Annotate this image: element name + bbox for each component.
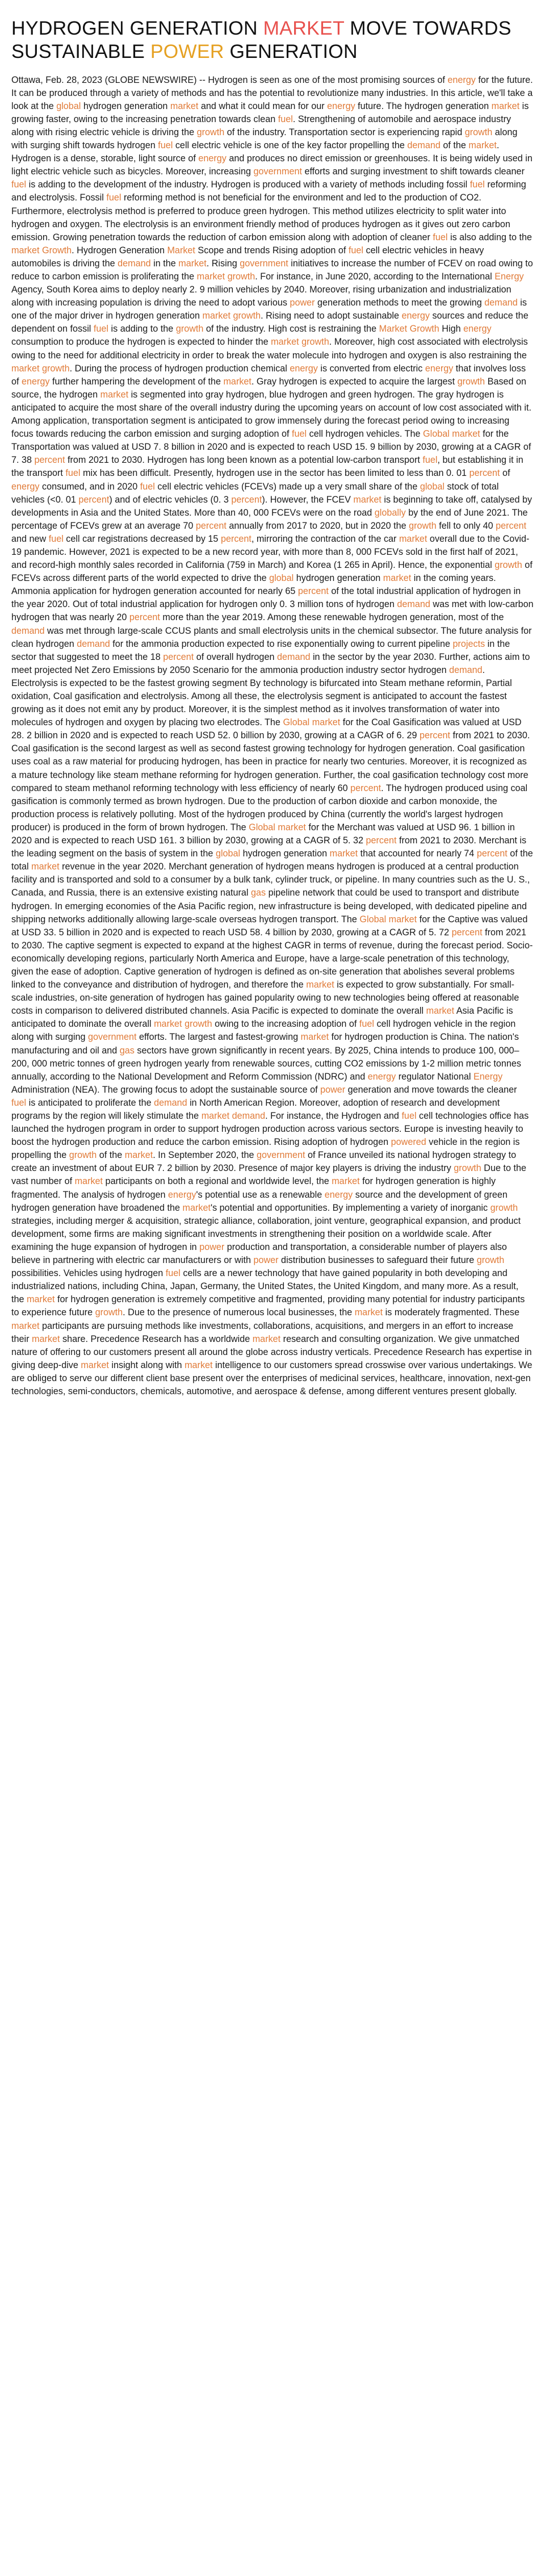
keyword-highlight: energy xyxy=(198,153,227,164)
headline-text: MOVE TOWARDS SUSTAINABLE xyxy=(11,18,512,62)
keyword-highlight: market xyxy=(306,980,334,990)
keyword-highlight: energy xyxy=(11,481,40,492)
keyword-highlight: growth xyxy=(95,1307,123,1318)
article-headline xyxy=(11,17,534,64)
keyword-highlight: energy xyxy=(447,74,476,85)
keyword-highlight: demand xyxy=(484,298,518,308)
keyword-highlight: percent xyxy=(419,730,450,741)
keyword-highlight: demand xyxy=(232,1111,266,1121)
keyword-highlight: market xyxy=(354,1307,383,1318)
keyword-highlight: Global xyxy=(423,429,450,440)
keyword-highlight: percent xyxy=(231,494,262,505)
keyword-highlight: percent xyxy=(34,455,65,466)
headline-highlight: MARKET xyxy=(263,18,345,39)
keyword-highlight: fuel xyxy=(158,140,173,151)
keyword-highlight: market xyxy=(452,429,480,440)
keyword-highlight: market xyxy=(124,1150,153,1161)
keyword-highlight: demand xyxy=(118,258,151,269)
keyword-highlight: market xyxy=(178,258,207,269)
keyword-highlight: market xyxy=(11,245,40,256)
keyword-highlight: fuel xyxy=(348,245,364,256)
keyword-highlight: percent xyxy=(78,494,110,505)
keyword-highlight: energy xyxy=(22,376,50,387)
keyword-highlight: growth xyxy=(227,271,255,282)
keyword-highlight: percent xyxy=(297,586,329,597)
keyword-highlight: energy xyxy=(401,311,430,321)
keyword-highlight: Global xyxy=(359,914,387,925)
keyword-highlight: gas xyxy=(251,888,266,898)
keyword-highlight: Global xyxy=(283,717,310,728)
keyword-highlight: energy xyxy=(167,1189,196,1200)
keyword-highlight: demand xyxy=(449,664,483,675)
keyword-highlight: power xyxy=(320,1084,346,1095)
keyword-highlight: globally xyxy=(374,507,406,518)
keyword-highlight: power xyxy=(253,1255,279,1266)
keyword-highlight: fuel xyxy=(422,455,438,466)
keyword-highlight: percent xyxy=(451,927,483,938)
keyword-highlight: Market xyxy=(379,324,408,334)
keyword-highlight: Energy xyxy=(494,271,524,282)
keyword-highlight: market xyxy=(252,1333,281,1344)
keyword-highlight: market xyxy=(81,1360,109,1370)
keyword-highlight: Growth xyxy=(41,245,72,256)
keyword-highlight: fuel xyxy=(11,1097,27,1108)
keyword-highlight: market xyxy=(426,1006,455,1017)
keyword-highlight: growth xyxy=(233,311,261,321)
keyword-highlight: percent xyxy=(476,848,508,859)
keyword-highlight: market xyxy=(329,848,358,859)
keyword-highlight: market xyxy=(383,573,412,584)
keyword-highlight: growth xyxy=(185,1019,212,1030)
keyword-highlight: fuel xyxy=(278,114,293,124)
keyword-highlight: global xyxy=(269,573,294,584)
keyword-highlight: fuel xyxy=(65,468,81,479)
keyword-highlight: government xyxy=(87,1032,137,1043)
keyword-highlight: fuel xyxy=(469,179,485,190)
keyword-highlight: market xyxy=(27,1294,55,1305)
keyword-highlight: market xyxy=(223,376,251,387)
keyword-highlight: percent xyxy=(366,835,397,846)
keyword-highlight: energy xyxy=(367,1071,396,1082)
keyword-highlight: energy xyxy=(324,1189,353,1200)
keyword-highlight: Energy xyxy=(473,1071,503,1082)
keyword-highlight: energy xyxy=(327,101,355,111)
keyword-highlight: percent xyxy=(163,651,194,662)
keyword-highlight: growth xyxy=(457,376,485,387)
keyword-highlight: demand xyxy=(407,140,441,151)
keyword-highlight: growth xyxy=(454,1163,481,1174)
keyword-highlight: fuel xyxy=(433,232,448,242)
keyword-highlight: market xyxy=(201,1111,230,1121)
keyword-highlight: demand xyxy=(276,651,311,662)
keyword-highlight: global xyxy=(420,481,445,492)
keyword-highlight: demand xyxy=(11,625,45,636)
keyword-highlight: Global xyxy=(249,822,275,833)
keyword-highlight: market xyxy=(353,494,382,505)
headline-text: GENERATION xyxy=(224,40,358,62)
keyword-highlight: demand xyxy=(397,599,430,610)
keyword-highlight: growth xyxy=(175,324,204,334)
keyword-highlight: energy xyxy=(463,324,492,334)
keyword-highlight: market xyxy=(300,1032,329,1043)
keyword-highlight: global xyxy=(56,101,81,111)
keyword-highlight: market xyxy=(278,822,306,833)
keyword-highlight: market xyxy=(170,101,199,111)
keyword-highlight: market xyxy=(399,533,427,544)
keyword-highlight: demand xyxy=(154,1097,187,1108)
keyword-highlight: fuel xyxy=(165,1268,181,1279)
keyword-highlight: Market xyxy=(167,245,195,256)
headline-text: HYDROGEN GENERATION xyxy=(11,18,263,39)
keyword-highlight: market xyxy=(271,337,299,348)
keyword-highlight: market xyxy=(74,1176,103,1187)
keyword-highlight: market xyxy=(31,862,60,872)
article-body: Ottawa, Feb. 28, 2023 (GLOBE NEWSWIRE) -- Hydrogen is seen as one of the most promising sources of energy for the future. It can be produced through a variety of methods and has the potential to revolutionize many industries. In this article, we'll take a look at the global hydrogen generation market and what it could mean for our energy future. The hydrogen generation market is growing faster, owing to the increasing penetration towards clean fuel. Strengthening of automobile and aerospace industry along with rising electric vehicle is driving the growth of the industry. Transportation sector is experiencing rapid growth along with surging shift towards hydrogen fuel cell electric vehicle is one of the key factor propelling the demand of the market. Hydrogen is a dense, storable, light source of energy and produces no direct emission or greenhouses. It is being widely used in light electric vehicle such as bicycles. Moreover, increasing government efforts and surging investment to shift towards cleaner fuel is adding to the development of the industry. Hydrogen is produced with a variety of methods including fossil fuel reforming and electrolysis. Fossil fuel reforming method is not beneficial for the environment and led to the production of CO2. Furthermore, electrolysis method is preferred to produce green hydrogen. This method utilizes electricity to split water into hydrogen and oxygen. The electrolysis is an environment friendly method of produces hydrogen as it gives out zero carbon emission. Growing penetration towards the reduction of carbon emission along with adoption of cleaner fuel is also adding to the market Growth. Hydrogen Generation Market Scope and trends Rising adoption of fuel cell electric vehicles in heavy automobiles is driving the demand in the market. Rising government initiatives to increase the number of FCEV on road owing to reduce to carbon emission is proliferating the market growth. For instance, in June 2020, according to the International Energy Agency, South Korea aims to deploy nearly 2. 9 million vehicles by 2040. Moreover, rising urbanization and industrialization along with increasing population is driving the need to adopt various power generation methods to meet the growing demand is one of the major driver in hydrogen generation market growth. Rising need to adopt sustainable energy sources and reduce the dependent on fossil fuel is adding to the growth of the industry. High cost is restraining the Market Growth High energy consumption to produce the hydrogen is expected to hinder the market growth. Moreover, high cost associated with electrolysis owing to the need for additional electricity in order to break the water molecule into hydrogen and oxygen is also restraining the market growth. During the process of hydrogen production chemical energy is converted from electric energy that involves loss of energy further hampering the development of the market. Gray hydrogen is expected to acquire the largest growth Based on source, the hydrogen market is segmented into gray hydrogen, blue hydrogen and green hydrogen. The gray hydrogen is anticipated to acquire the most share of the overall industry during the upcoming years on account of low cost associated with it. Among application, transportation segment is anticipated to grow immensely during the forecast period owing to increasing focus towards reducing the carbon emission and surging adoption of fuel cell hydrogen vehicles. The Global market for the Transportation was valued at USD 7. 8 billion in 2020 and is expected to reach USD 15. 9 billion by 2030, growing at a CAGR of 7. 38 percent from 2021 to 2030. Hydrogen has long been known as a potential low-carbon transport fuel, but establishing it in the transport fuel mix has been difficult. Presently, hydrogen use in the sector has been limited to less than 0. 01 percent of energy consumed, and in 2020 fuel cell electric vehicles (FCEVs) made up a very small share of the global stock of total vehicles (<0. 01 percent) and of electric vehicles (0. 3 percent). However, the FCEV market is beginning to take off, catalysed by developments in Asia and the United States. More than 40, 000 FCEVs were on the road globally by the end of June 2021. The percentage of FCEVs grew at an average 70 percent annually from 2017 to 2020, but in 2020 the growth fell to only 40 percent and new fuel cell car registrations decreased by 15 percent, mirroring the contraction of the car market overall due to the Covid-19 pandemic. However, 2021 is expected to be a new record year, with more than 8, 000 FCEVs sold in the first half of 2021, and record-high monthly sales recorded in California (759 in March) and Korea (1 265 in April). Hence, the exponential growth of FCEVs across different parts of the world expected to drive the global hydrogen generation market in the coming years. Ammonia application for hydrogen generation accounted for nearly 65 percent of the total industrial application of hydrogen in the year 2020. Out of total industrial application for hydrogen only 0. 3 million tons of hydrogen demand was met with low-carbon hydrogen that was nearly 20 percent more than the year 2019. Among these renewable hydrogen generation, most of the demand was met through large-scale CCUS plants and small electrolysis units in the chemical subsector. The future analysis for clean hydrogen demand for the ammonia production expected to rise exponentially owing to current pipeline projects in the sector that suggested to meet the 18 percent of overall hydrogen demand in the sector by the year 2030. Further, actions aim to meet projected Net Zero Emissions by 2050 Scenario for the ammonia production industry sector hydrogen demand. Electrolysis is expected to be the fastest growing segment By technology is bifurcated into Steam methane reformin, Partial oxidation, Coal gasification and electrolysis. Among all these, the electrolysis segment is anticipated to account the fastest growing as it does not emit any by product. Moreover, it is the simplest method as it involves transformation of water into molecules of hydrogen and oxygen by placing two electrodes. The Global market for the Coal Gasification was valued at USD 28. 2 billion in 2020 and is expected to reach USD 52. 0 billion by 2030, growing at a CAGR of 6. 29 percent from 2021 to 2030. Coal gasification is the second largest as well as second fastest growing technology for hydrogen generation. Coal gasification uses coal as a raw material for producing hydrogen, has been in practice for nearly two centuries. Moreover, it is recognized as a mature technology like steam methane reforming for hydrogen generation. Further, the coal gasification technology cost more compared to steam methanol reforming technology with less efficiency of nearly 60 percent. The hydrogen produced using coal gasification is commonly termed as brown hydrogen. Due to the production of carbon dioxide and carbon monoxide, the production process is relatively polluting. Most of the hydrogen produced by China (currently the world's largest hydrogen producer) is produced in the form of brown hydrogen. The Global market for the Merchant was valued at USD 96. 1 billion in 2020 and is expected to reach USD 161. 3 billion by 2030, growing at a CAGR of 5. 32 percent from 2021 to 2030. Merchant is the leading segment on the basis of system in the global hydrogen generation market that accounted for nearly 74 percent of the total market revenue in the year 2020. Merchant generation of hydrogen means hydrogen is produced at a central production facility and is transported and sold to a consumer by a bulk tank, cylinder truck, or pipeline. In many countries such as the U. S., Canada, and Russia, there is an extensive existing natural gas pipeline network that could be used to transport and distribute hydrogen. In emerging economies of the Asia Pacific region, new infrastructure is being developed, with dedicated pipeline and shipping networks additionally allowing large-scale overseas hydrogen transport. The Global market for the Captive was valued at USD 33. 5 billion in 2020 and is expected to reach USD 58. 4 billion by 2030, growing at a CAGR of 5. 72 percent from 2021 to 2030. The captive segment is expected to expand at the highest CAGR in terms of revenue, during the forecast period. Socio-economically developing regions, particularly North America and Europe, have a large-scale penetration of this technology, given the ease of adoption. Captive generation of hydrogen is defined as on-site generation that abolishes several problems linked to the conveyance and distribution of hydrogen, and therefore the market is expected to grow substantially. For small-scale industries, on-site generation of hydrogen has gained popularity owing to new technologies being offered at reasonable costs in comparison to delivered distributed channels. Asia Pacific is expected to dominate the overall market Asia Pacific is anticipated to dominate the overall market growth owing to the increasing adoption of fuel cell hydrogen vehicle in the region along with surging government efforts. The largest and fastest-growing market for hydrogen production is China. The nation's manufacturing and oil and gas sectors have grown significantly in recent years. By 2025, China intends to produce 100, 000–200, 000 metric tonnes of green hydrogen yearly from renewable sources, cutting CO2 emissions by 1-2 million metric tonnes annually, according to the National Development and Reform Commission (NDRC) and energy regulator National Energy Administration (NEA). The growing focus to adopt the sustainable source of power generation and move towards the cleaner fuel is anticipated to proliferate the demand in North American Region. Moreover, adoption of research and development programs by the region will likely stimulate the market demand. For instance, the Hydrogen and fuel cell technologies office has launched the hydrogen program in order to support hydrogen production across various sectors. Europe is investing heavily to boost the hydrogen production and reduce the carbon emission. Rising adoption of hydrogen powered vehicle in the region is propelling the growth of the market. In September 2020, the government of France unveiled its national hydrogen strategy to create an investment of about EUR 7. 2 billion by 2030. Presence of major key players is driving the industry growth Due to the vast number of market participants on both a regional and worldwide level, the market for hydrogen generation is highly fragmented. The analysis of hydrogen energy's potential use as a renewable energy source and the development of green hydrogen generation have broadened the market's potential and opportunities. By implementing a variety of inorganic growth strategies, including merger & acquisition, strategic alliance, collaboration, joint venture, geographical expansion, and product development, some firms are making significant investments in strengthening their position on a worldwide scale. After examining the huge expansion of hydrogen in power production and transportation, a considerable number of players also believe in partnering with electric car manufacturers or with power distribution businesses to safeguard their future growth possibilities. Vehicles using hydrogen fuel cells are a newer technology that have gained popularity in both developing and industrialized nations, including China, Japan, Germany, the United States, the United Kingdom, and many more. As a result, the market for hydrogen generation is extremely competitive and fragmented, providing many potential for industry participants to experience future growth. Due to the presence of numerous local businesses, the market is moderately fragmented. These market participants are pursuing methods like investments, collaborations, acquisitions, and mergers in an effort to increase their market share. Precedence Research has a worldwide market research and consulting organization. We give unmatched nature of offering to our customers present all around the globe across industry verticals. Precedence Research has expertise in giving deep-dive market insight along with market intelligence to our customers spread crosswise over various undertakings. We are obliged to serve our different client base present over the enterprises of medicinal services, healthcare, innovation, next-gen technologies, semi-conductors, chemicals, automotive, and aerospace & defense, among different ventures present globally. xyxy=(11,74,534,1396)
keyword-highlight: demand xyxy=(77,638,110,649)
keyword-highlight: growth xyxy=(301,337,329,348)
keyword-highlight: market xyxy=(202,311,231,321)
keyword-highlight: market xyxy=(100,389,129,400)
keyword-highlight: market xyxy=(11,363,40,374)
headline-highlight: POWER xyxy=(150,40,224,62)
keyword-highlight: energy xyxy=(425,363,454,374)
keyword-highlight: fuel xyxy=(11,179,27,190)
keyword-highlight: market xyxy=(468,140,497,151)
keyword-highlight: fuel xyxy=(401,1111,417,1121)
keyword-highlight: growth xyxy=(476,1255,505,1266)
keyword-highlight: market xyxy=(491,101,520,111)
keyword-highlight: market xyxy=(185,1360,213,1370)
keyword-highlight: market xyxy=(196,271,225,282)
keyword-highlight: government xyxy=(256,1150,305,1161)
keyword-highlight: growth xyxy=(196,127,225,137)
keyword-highlight: market xyxy=(312,717,341,728)
keyword-highlight: market xyxy=(388,914,417,925)
keyword-highlight: projects xyxy=(452,638,485,649)
keyword-highlight: market xyxy=(154,1019,182,1030)
keyword-highlight: powered xyxy=(391,1137,426,1148)
keyword-highlight: Growth xyxy=(409,324,439,334)
keyword-highlight: fuel xyxy=(140,481,155,492)
keyword-highlight: fuel xyxy=(48,533,64,544)
keyword-highlight: percent xyxy=(129,612,160,623)
keyword-highlight: market xyxy=(332,1176,360,1187)
keyword-highlight: growth xyxy=(494,560,522,571)
keyword-highlight: percent xyxy=(496,520,527,531)
keyword-highlight: growth xyxy=(409,520,437,531)
keyword-highlight: energy xyxy=(290,363,318,374)
keyword-highlight: growth xyxy=(41,363,70,374)
keyword-highlight: market xyxy=(182,1202,211,1213)
keyword-highlight: global xyxy=(215,848,241,859)
keyword-highlight: market xyxy=(11,1320,40,1331)
keyword-highlight: government xyxy=(240,258,288,269)
keyword-highlight: power xyxy=(290,298,315,308)
keyword-highlight: growth xyxy=(69,1150,97,1161)
keyword-highlight: fuel xyxy=(93,324,109,334)
keyword-highlight: fuel xyxy=(106,193,121,203)
keyword-highlight: percent xyxy=(220,533,251,544)
keyword-highlight: market xyxy=(32,1333,60,1344)
keyword-highlight: percent xyxy=(350,783,382,793)
keyword-highlight: percent xyxy=(469,468,500,479)
keyword-highlight: gas xyxy=(119,1045,135,1056)
keyword-highlight: growth xyxy=(464,127,493,137)
keyword-highlight: power xyxy=(199,1241,225,1252)
keyword-highlight: percent xyxy=(195,520,227,531)
keyword-highlight: fuel xyxy=(292,429,307,440)
keyword-highlight: government xyxy=(253,166,302,177)
keyword-highlight: growth xyxy=(490,1202,518,1213)
keyword-highlight: fuel xyxy=(359,1019,374,1030)
